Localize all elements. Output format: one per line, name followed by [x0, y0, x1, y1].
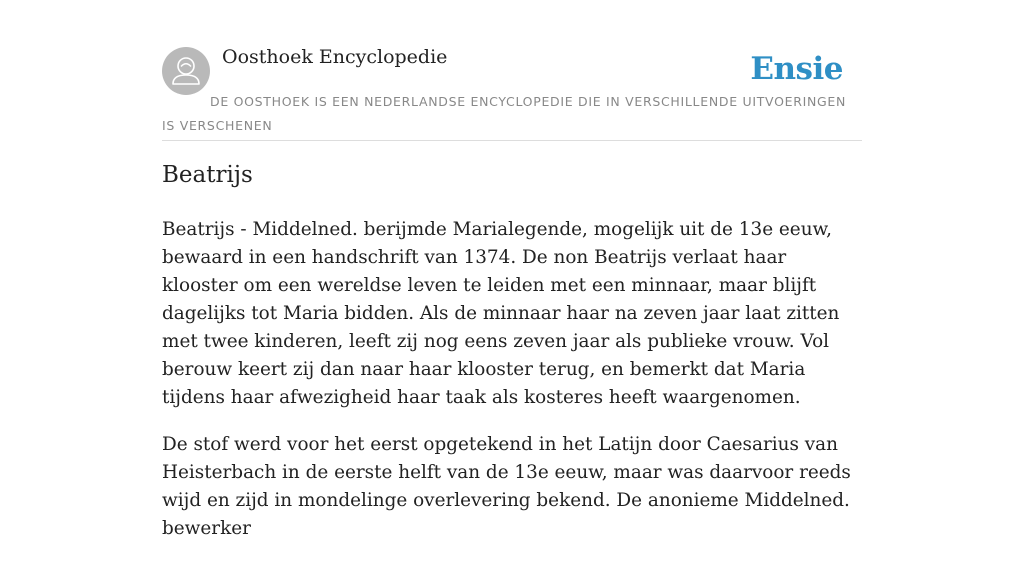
avatar-silhouette-icon: [162, 47, 210, 95]
user-avatar-icon[interactable]: [162, 47, 210, 95]
brand-logo[interactable]: Ensie: [750, 51, 843, 87]
article-title: Beatrijs: [162, 162, 253, 188]
article-paragraph: De stof werd voor het eerst opgetekend in het Latijn door Caesarius van Heisterbach in de eerste helft van de 13e eeuw, maar was daarvoor reeds wijd en zijd in mondelinge overlevering bekend. De anonieme Middelned. bewerker: [162, 434, 851, 539]
article-paragraph: Beatrijs - Middelned. berijmde Marialegende, mogelijk uit de 13e eeuw, bewaard in een handschrift van 1374. De non Beatrijs verlaat haar klooster om een wereldse leven te leiden met een minnaar, maar blijft dagelijks tot Maria bidden. Als de minnaar haar na zeven jaar laat zitten met twee kinderen, leeft zij nog eens zeven jaar als publieke vrouw. Vol berouw keert zij dan naar haar klooster terug, en bemerkt dat Maria tijdens haar afwezigheid haar taak als kosteres heeft waargenomen.: [162, 219, 840, 408]
page-container: [162, 0, 862, 539]
site-header: [162, 0, 862, 141]
site-title[interactable]: Oosthoek Encyclopedie: [222, 46, 448, 68]
site-tagline: DE OOSTHOEK IS EEN NEDERLANDSE ENCYCLOPEDIE DIE IN VERSCHILLENDE UITVOERINGEN IS VERSCHENEN: [162, 94, 847, 133]
article-body: [162, 216, 862, 562]
